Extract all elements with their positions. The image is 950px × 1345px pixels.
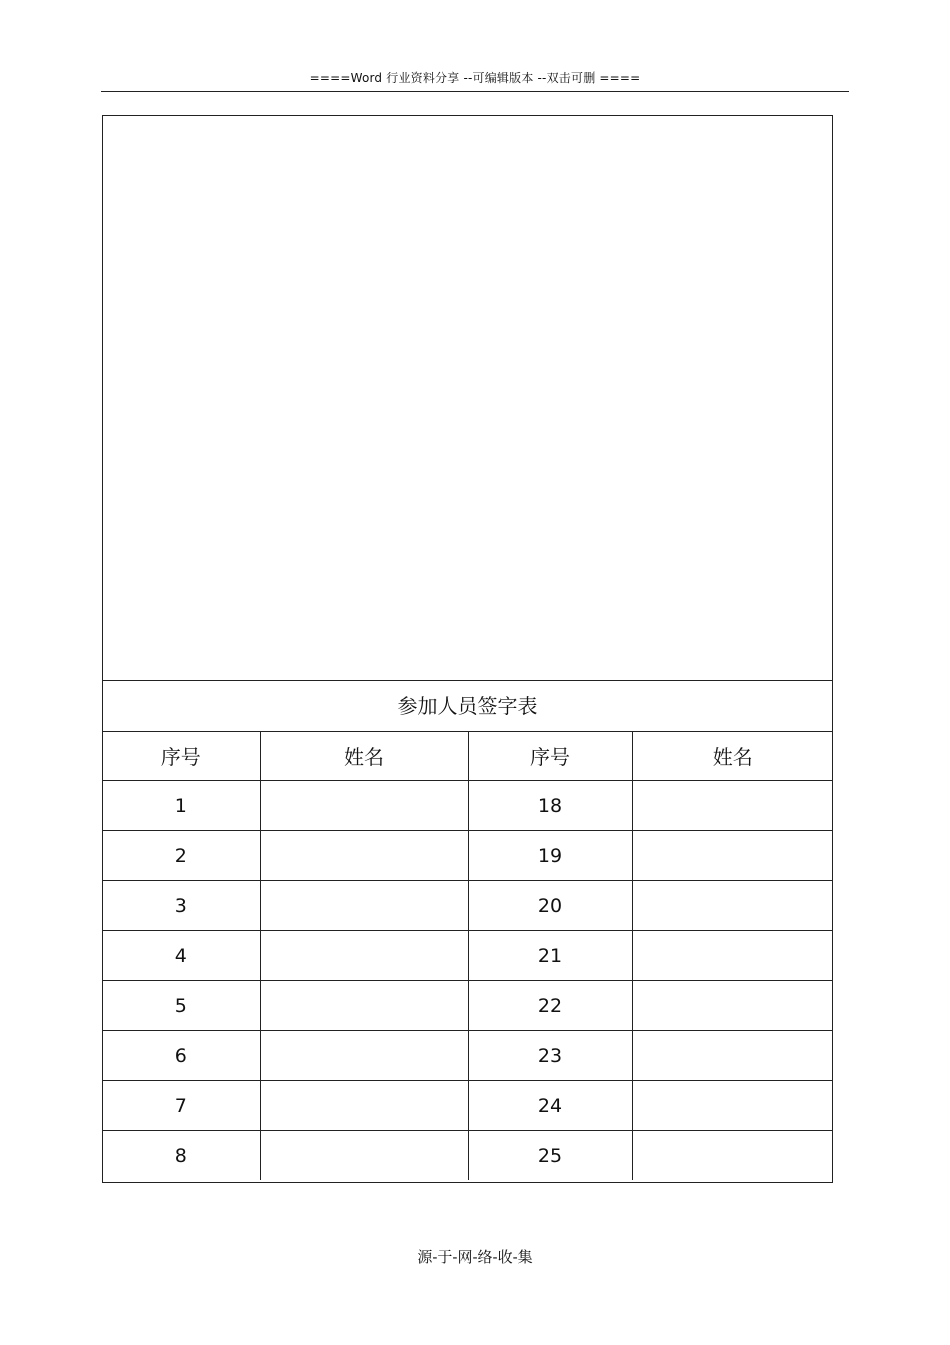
signature-cell[interactable] (632, 831, 833, 881)
row-number: 24 (468, 1081, 632, 1131)
table-row (102, 1031, 833, 1081)
signature-cell[interactable] (260, 931, 468, 981)
row-number: 3 (102, 881, 260, 931)
row-number: 4 (102, 931, 260, 981)
signature-cell[interactable] (632, 1031, 833, 1081)
signature-cell[interactable] (260, 1081, 468, 1131)
blank-content-area (103, 116, 832, 681)
row-number: 23 (468, 1031, 632, 1081)
signature-cell[interactable] (632, 981, 833, 1031)
page-footer: 源-于-网-络-收-集 (417, 1248, 533, 1266)
table-row (102, 881, 833, 931)
table-title: 参加人员签字表 (103, 681, 832, 732)
signature-cell[interactable] (260, 831, 468, 881)
signature-cell[interactable] (632, 931, 833, 981)
signature-cell[interactable] (260, 1031, 468, 1081)
row-number: 1 (102, 781, 260, 831)
signature-cell[interactable] (632, 781, 833, 831)
row-number: 19 (468, 831, 632, 881)
row-number: 2 (102, 831, 260, 881)
signature-cell[interactable] (260, 981, 468, 1031)
column-header-number: 序号 (102, 731, 260, 781)
table-row (102, 931, 833, 981)
header-divider (101, 91, 849, 92)
signature-cell[interactable] (632, 1131, 833, 1181)
signature-cell[interactable] (632, 881, 833, 931)
row-number: 25 (468, 1131, 632, 1181)
signature-cell[interactable] (260, 881, 468, 931)
table-row (102, 1081, 833, 1131)
row-number: 6 (102, 1031, 260, 1081)
row-number: 5 (102, 981, 260, 1031)
column-header-name: 姓名 (260, 731, 468, 781)
signature-cell[interactable] (260, 1131, 468, 1181)
row-number: 22 (468, 981, 632, 1031)
table-row (102, 831, 833, 881)
row-number: 18 (468, 781, 632, 831)
signature-form (102, 115, 833, 1183)
table-header-row (102, 731, 833, 781)
signature-cell[interactable] (260, 781, 468, 831)
row-number: 20 (468, 881, 632, 931)
table-row (102, 1131, 833, 1181)
signature-table (102, 731, 833, 1180)
row-number: 7 (102, 1081, 260, 1131)
row-number: 8 (102, 1131, 260, 1181)
column-header-name: 姓名 (632, 731, 833, 781)
page-header: ====Word 行业资料分享 --可编辑版本 --双击可删 ==== (309, 71, 641, 85)
table-row (102, 781, 833, 831)
column-header-number: 序号 (468, 731, 632, 781)
signature-cell[interactable] (632, 1081, 833, 1131)
table-row (102, 981, 833, 1031)
row-number: 21 (468, 931, 632, 981)
